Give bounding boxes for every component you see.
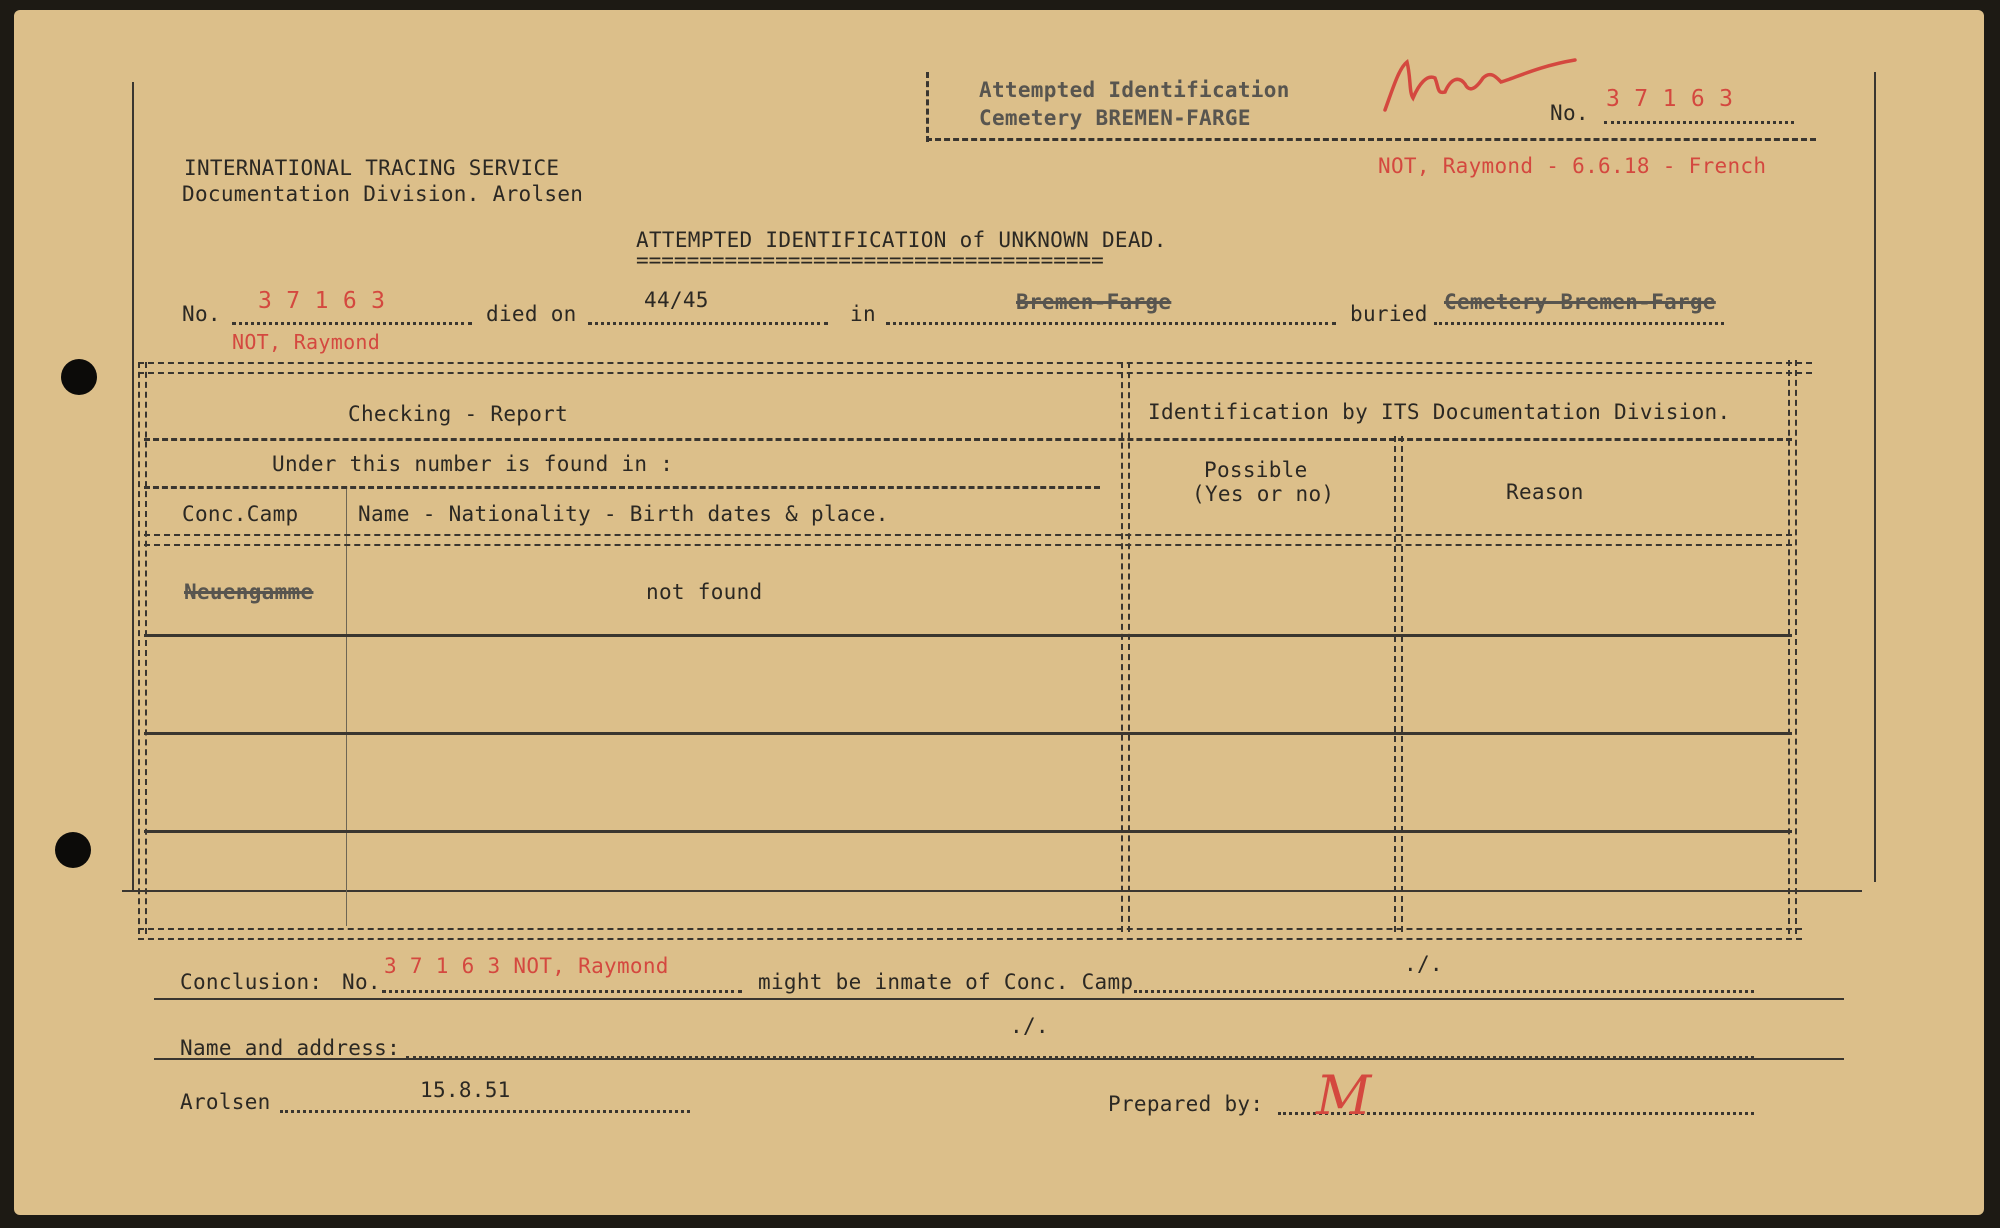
document-card — [14, 10, 1984, 1215]
col-header-camp: Conc.Camp — [182, 502, 299, 526]
details-no-label: No. — [182, 302, 221, 326]
conclusion-no-label: No. — [342, 970, 381, 994]
table-row-line-3 — [144, 732, 1792, 735]
col-header-reason: Reason — [1506, 480, 1584, 504]
table-left-border — [138, 362, 147, 934]
row-1-name: not found — [646, 580, 763, 604]
checking-report-header: Checking - Report — [348, 402, 569, 426]
table-row-line-2 — [144, 634, 1792, 637]
header-box-bottom — [926, 138, 1816, 141]
conclusion-no-dots — [382, 980, 742, 993]
col-header-possible-2: (Yes or no) — [1192, 482, 1335, 506]
footer-place: Arolsen — [180, 1090, 271, 1114]
conclusion-middle: might be inmate of Conc. Camp — [758, 970, 1134, 994]
form-title-underline: ===================================== — [636, 248, 1104, 272]
table-row-line-1 — [144, 438, 1792, 441]
signature-top — [1379, 48, 1579, 118]
table-row-line-4 — [144, 830, 1792, 833]
footer-date: 15.8.51 — [420, 1078, 511, 1102]
frame-right-line — [1874, 72, 1876, 882]
details-died-value: 44/45 — [644, 288, 709, 312]
table-header-bottom — [144, 534, 1792, 546]
footer-prepared-label: Prepared by: — [1108, 1092, 1264, 1116]
form-title: ATTEMPTED IDENTIFICATION of UNKNOWN DEAD. — [636, 228, 1167, 252]
details-died-dots — [588, 312, 828, 325]
under-number-text: Under this number is found in : — [272, 452, 674, 476]
conclusion-line — [154, 998, 1844, 1000]
punch-hole-top — [61, 359, 97, 395]
details-died-label: died on — [486, 302, 577, 326]
row-1-camp: Neuengamme — [184, 580, 314, 604]
header-box-line1: Attempted Identification — [979, 78, 1290, 102]
punch-hole-bottom — [55, 832, 91, 868]
conclusion-label: Conclusion: — [180, 970, 323, 994]
details-in-value: Bremen-Farge — [1016, 290, 1172, 314]
conclusion-no-value: 3 7 1 6 3 NOT, Raymond — [384, 954, 669, 978]
table-divider-identification — [1121, 362, 1130, 932]
details-in-label: in — [850, 302, 876, 326]
record-no-value: 3 7 1 6 3 — [1606, 86, 1734, 112]
frame-bottom-line — [122, 890, 1862, 892]
header-box-left — [926, 72, 929, 142]
name-address-line — [154, 1058, 1844, 1060]
record-no-dots — [1604, 111, 1794, 124]
identification-header: Identification by ITS Documentation Division. — [1148, 400, 1731, 424]
name-address-value: ./. — [1010, 1014, 1049, 1038]
frame-left-line — [132, 82, 134, 892]
under-number-line — [144, 486, 1100, 489]
org-line1: INTERNATIONAL TRACING SERVICE — [184, 156, 560, 180]
col-header-possible-1: Possible — [1204, 458, 1308, 482]
table-right-border — [1788, 360, 1797, 934]
conclusion-camp-value: ./. — [1404, 952, 1443, 976]
footer-prepared-value: M — [1316, 1064, 1372, 1127]
details-buried-value: Cemetery Bremen-Farge — [1444, 290, 1716, 314]
table-divider-camp — [346, 488, 347, 926]
table-top-border — [138, 362, 1812, 374]
details-no-value: 3 7 1 6 3 — [258, 288, 386, 314]
subject-name-red: NOT, Raymond - 6.6.18 - French — [1378, 154, 1767, 178]
table-bottom-border — [138, 928, 1802, 940]
details-name-red: NOT, Raymond — [232, 330, 381, 354]
conclusion-camp-dots — [1134, 980, 1754, 993]
header-box-line2: Cemetery BREMEN-FARGE — [979, 106, 1251, 130]
col-header-name: Name - Nationality - Birth dates & place. — [358, 502, 889, 526]
name-address-label: Name and address: — [180, 1036, 401, 1060]
record-no-label: No. — [1550, 101, 1589, 125]
details-buried-label: buried — [1350, 302, 1428, 326]
org-line2: Documentation Division. Arolsen — [182, 182, 584, 206]
table-divider-reason — [1394, 436, 1403, 932]
